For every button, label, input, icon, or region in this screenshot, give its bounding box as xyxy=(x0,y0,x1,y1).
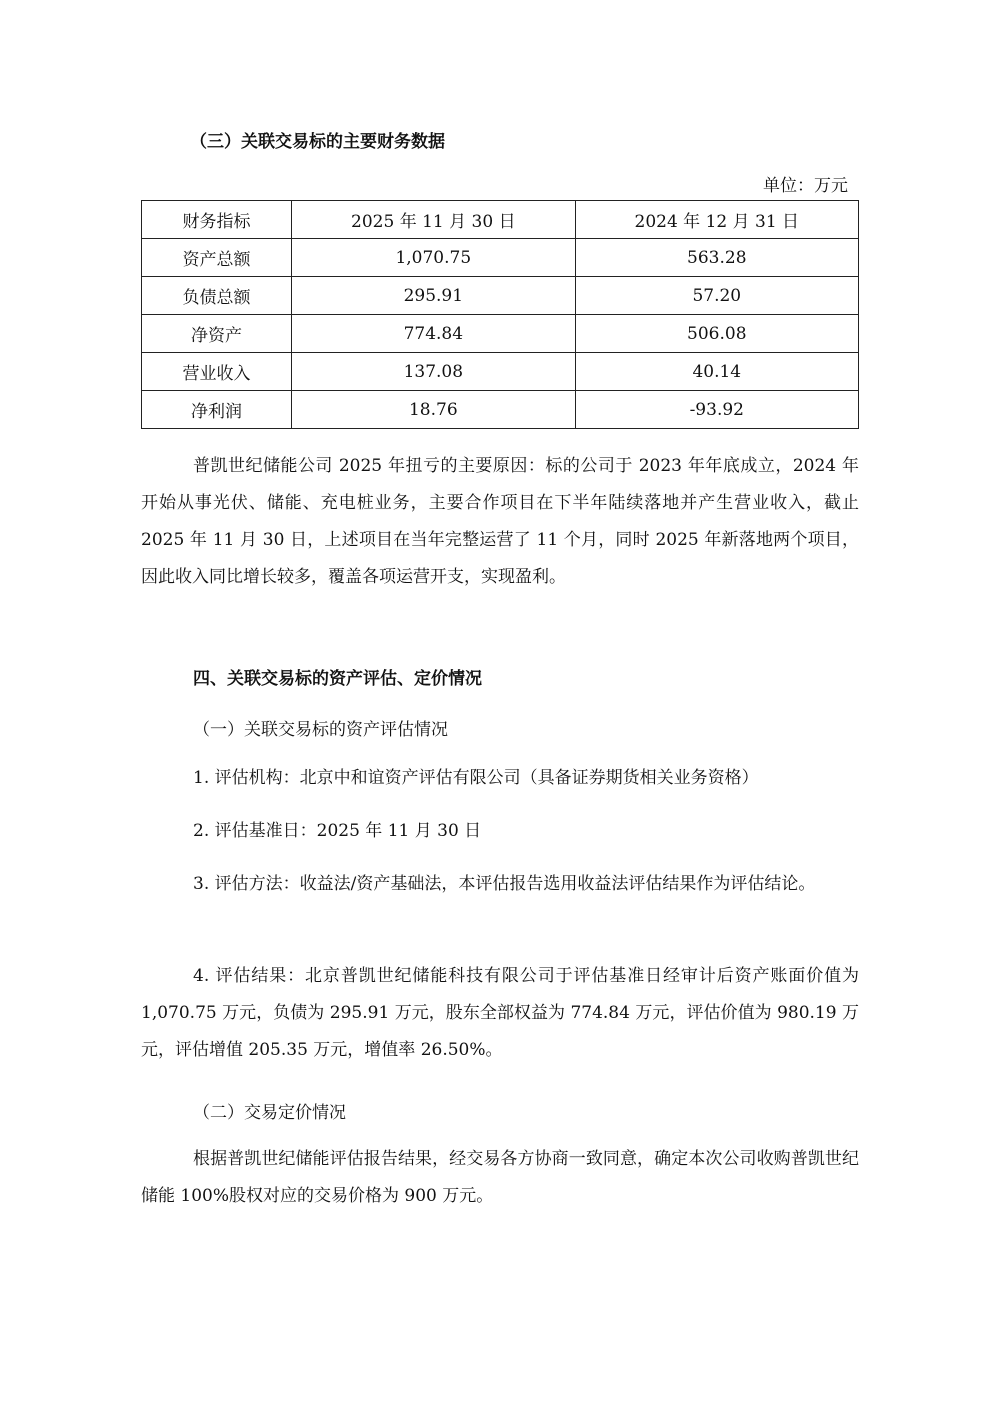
table-header-row xyxy=(142,201,859,239)
table-cell: 137.08 xyxy=(292,353,576,391)
table-cell: 1,070.75 xyxy=(292,239,576,277)
table-cell: 18.76 xyxy=(292,391,576,429)
table-cell: 净利润 xyxy=(142,391,292,429)
subsection-title-pricing: （二）交易定价情况 xyxy=(193,1103,346,1123)
section-heading-financial-data: （三）关联交易标的主要财务数据 xyxy=(190,132,445,152)
table-row xyxy=(142,391,859,429)
table-cell: 净资产 xyxy=(142,315,292,353)
valuation-item-result: 4. 评估结果：北京普凯世纪储能科技有限公司于评估基准日经审计后资产账面价值为 1,070.75 万元，负债为 295.91 万元，股东全部权益为 774.84 万元，评估价值为 980.19 万元，评估增值 205.35 万元，增值率 26.50%。 xyxy=(141,966,859,1060)
table-cell: 57.20 xyxy=(575,277,858,315)
table-cell: 40.14 xyxy=(575,353,858,391)
table-row xyxy=(142,277,859,315)
table-header-cell: 财务指标 xyxy=(142,201,292,239)
table-cell: 774.84 xyxy=(292,315,576,353)
table-row xyxy=(142,353,859,391)
table-cell: 506.08 xyxy=(575,315,858,353)
financial-data-table xyxy=(141,200,859,429)
table-cell: -93.92 xyxy=(575,391,858,429)
table-header-cell: 2024 年 12 月 31 日 xyxy=(575,201,858,239)
valuation-item-method: 3. 评估方法：收益法/资产基础法，本评估报告选用收益法评估结果作为评估结论。 xyxy=(193,874,816,894)
table-cell: 营业收入 xyxy=(142,353,292,391)
valuation-item-base-date: 2. 评估基准日：2025 年 11 月 30 日 xyxy=(193,821,482,841)
valuation-item-agency: 1. 评估机构：北京中和谊资产评估有限公司（具备证券期货相关业务资格） xyxy=(193,768,759,788)
explanation-paragraph: 普凯世纪储能公司 2025 年扭亏的主要原因：标的公司于 2023 年年底成立，2024 年开始从事光伏、储能、充电桩业务，主要合作项目在下半年陆续落地并产生营业收入，截止 2025 年 11 月 30 日，上述项目在当年完整运营了 11 个月，同时 2025 年新落地两个项目，因此收入同比增长较多，覆盖各项运营开支，实现盈利。 xyxy=(141,456,859,587)
table-cell: 563.28 xyxy=(575,239,858,277)
subsection-title-valuation: （一）关联交易标的资产评估情况 xyxy=(193,720,448,740)
section-heading-valuation: 四、关联交易标的资产评估、定价情况 xyxy=(193,669,482,689)
table-cell: 295.91 xyxy=(292,277,576,315)
pricing-paragraph: 根据普凯世纪储能评估报告结果，经交易各方协商一致同意，确定本次公司收购普凯世纪储能 100%股权对应的交易价格为 900 万元。 xyxy=(141,1149,859,1206)
table-cell: 负债总额 xyxy=(142,277,292,315)
unit-label: 单位：万元 xyxy=(763,176,848,196)
table-header-cell: 2025 年 11 月 30 日 xyxy=(292,201,576,239)
table-row xyxy=(142,315,859,353)
table-row xyxy=(142,239,859,277)
table-cell: 资产总额 xyxy=(142,239,292,277)
